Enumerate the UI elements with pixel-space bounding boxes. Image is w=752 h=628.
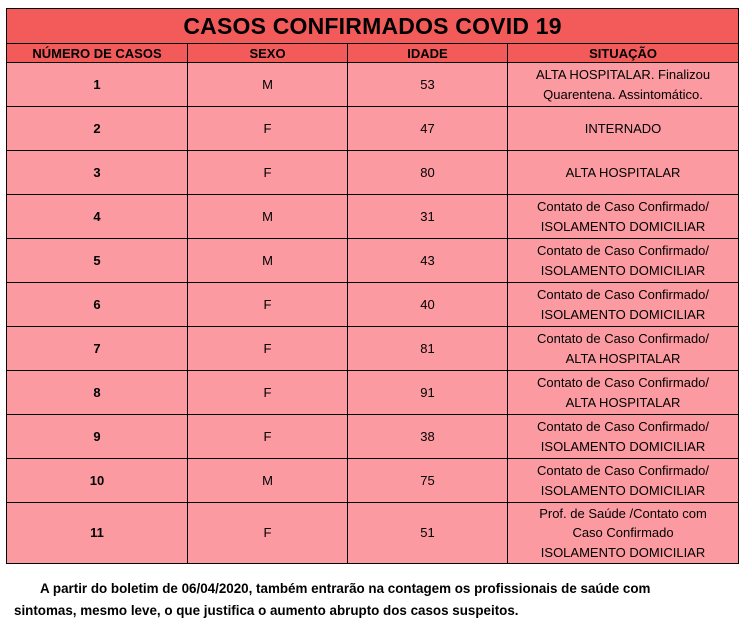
title-row — [7, 9, 739, 44]
table-row — [7, 151, 739, 195]
footnote-line-2: sintomas, mesmo leve, o que justifica o aumento abrupto dos casos suspeitos. — [14, 603, 519, 618]
case-number-cell: 6 — [7, 283, 188, 327]
status-cell — [508, 195, 739, 239]
status-line: Quarentena. Assintomático. — [543, 86, 703, 102]
status-line: Contato de Caso Confirmado/ — [537, 419, 710, 434]
table-row — [7, 415, 739, 459]
age-cell: 81 — [348, 327, 508, 371]
column-header-idade: IDADE — [348, 44, 508, 63]
case-number-cell: 9 — [7, 415, 188, 459]
table-row — [7, 63, 739, 107]
table-row — [7, 107, 739, 151]
sex-cell: F — [188, 371, 348, 415]
column-header-situacao: SITUAÇÃO — [508, 44, 739, 63]
status-line: ISOLAMENTO DOMICILIAR — [540, 482, 706, 498]
status-line: Contato de Caso Confirmado/ — [537, 199, 710, 214]
footnote — [14, 578, 738, 622]
status-cell — [508, 239, 739, 283]
age-cell: 91 — [348, 371, 508, 415]
age-cell: 38 — [348, 415, 508, 459]
status-cell — [508, 283, 739, 327]
status-line: Contato de Caso Confirmado/ — [537, 243, 710, 258]
case-number-cell: 4 — [7, 195, 188, 239]
status-line: ISOLAMENTO DOMICILIAR — [540, 218, 706, 234]
case-number-cell: 1 — [7, 63, 188, 107]
table-row — [7, 283, 739, 327]
age-cell: 31 — [348, 195, 508, 239]
age-cell: 47 — [348, 107, 508, 151]
column-header-numero: NÚMERO DE CASOS — [7, 44, 188, 63]
age-cell: 43 — [348, 239, 508, 283]
case-number-cell: 11 — [7, 503, 188, 564]
table-row — [7, 503, 739, 564]
status-cell — [508, 415, 739, 459]
age-cell: 53 — [348, 63, 508, 107]
sex-cell: F — [188, 327, 348, 371]
status-cell — [508, 107, 739, 151]
sex-cell: M — [188, 459, 348, 503]
sex-cell: F — [188, 151, 348, 195]
sex-cell: F — [188, 503, 348, 564]
status-line: ISOLAMENTO DOMICILIAR — [540, 438, 706, 454]
status-cell — [508, 151, 739, 195]
table-row — [7, 195, 739, 239]
sex-cell: M — [188, 239, 348, 283]
status-cell — [508, 327, 739, 371]
status-line: Contato de Caso Confirmado/ — [537, 375, 710, 390]
age-cell: 80 — [348, 151, 508, 195]
status-line: Caso Confirmado — [572, 525, 674, 541]
footnote-line-1 — [14, 578, 738, 600]
status-line: ALTA HOSPITALAR. Finalizou — [535, 67, 711, 82]
case-number-cell: 2 — [7, 107, 188, 151]
status-line: ISOLAMENTO DOMICILIAR — [540, 544, 706, 560]
case-number-cell: 10 — [7, 459, 188, 503]
sex-cell: F — [188, 283, 348, 327]
case-number-cell: 3 — [7, 151, 188, 195]
table-row — [7, 327, 739, 371]
status-line: ISOLAMENTO DOMICILIAR — [540, 306, 706, 322]
sex-cell: M — [188, 63, 348, 107]
sex-cell: M — [188, 195, 348, 239]
age-cell: 75 — [348, 459, 508, 503]
column-header-sexo: SEXO — [188, 44, 348, 63]
age-cell: 51 — [348, 503, 508, 564]
table-row — [7, 239, 739, 283]
status-line: Contato de Caso Confirmado/ — [537, 463, 710, 478]
case-number-cell: 5 — [7, 239, 188, 283]
sex-cell: F — [188, 415, 348, 459]
status-line: ALTA HOSPITALAR — [565, 394, 681, 410]
case-number-cell: 7 — [7, 327, 188, 371]
table-row — [7, 459, 739, 503]
age-cell: 40 — [348, 283, 508, 327]
case-number-cell: 8 — [7, 371, 188, 415]
status-line: ALTA HOSPITALAR — [565, 350, 681, 366]
status-line: Prof. de Saúde /Contato com — [539, 505, 707, 521]
cases-sheet — [6, 8, 738, 564]
table-body — [7, 63, 739, 564]
status-cell — [508, 371, 739, 415]
status-line: INTERNADO — [584, 120, 662, 136]
status-cell — [508, 63, 739, 107]
status-line: Contato de Caso Confirmado/ — [537, 287, 710, 302]
status-cell — [508, 503, 739, 564]
covid-cases-table — [6, 8, 739, 564]
footnote-line-1-text: A partir do boletim de 06/04/2020, também entrarão na contagem os profissionais de saúde com — [40, 581, 651, 596]
sex-cell: F — [188, 107, 348, 151]
status-cell — [508, 459, 739, 503]
table-row — [7, 371, 739, 415]
status-line: ALTA HOSPITALAR — [565, 164, 681, 180]
status-line: ISOLAMENTO DOMICILIAR — [540, 262, 706, 278]
column-header-row — [7, 44, 739, 63]
table-title: CASOS CONFIRMADOS COVID 19 — [7, 9, 739, 44]
status-line: Contato de Caso Confirmado/ — [537, 331, 710, 346]
